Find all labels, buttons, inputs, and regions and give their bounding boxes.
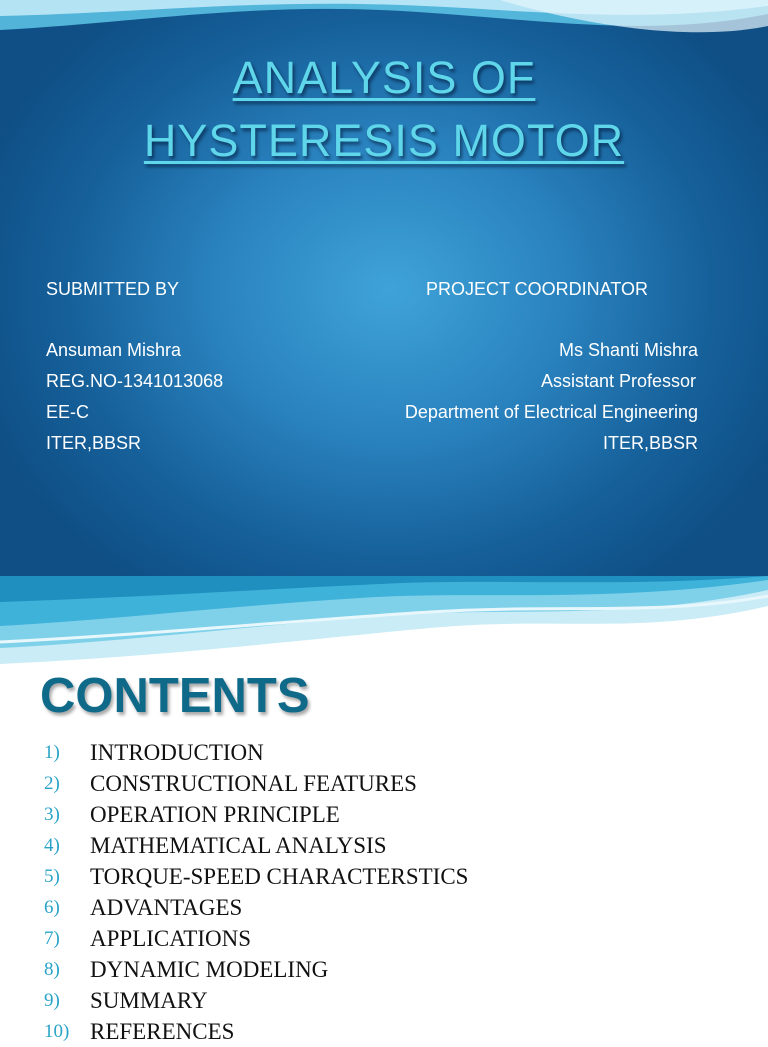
project-coordinator-label: PROJECT COORDINATOR bbox=[426, 279, 649, 299]
list-item-text: APPLICATIONS bbox=[90, 926, 252, 951]
contents-slide bbox=[0, 576, 768, 1044]
list-item-number: 1) bbox=[44, 742, 60, 763]
slide-title-line-2: HYSTERESIS MOTOR bbox=[143, 115, 625, 166]
list-item-text: DYNAMIC MODELING bbox=[90, 957, 329, 982]
student-branch: EE-C bbox=[46, 402, 90, 422]
list-item-number: 7) bbox=[44, 928, 60, 949]
list-item-text: TORQUE-SPEED CHARACTERSTICS bbox=[90, 864, 469, 889]
student-reg-no: REG.NO-1341013068 bbox=[46, 371, 224, 391]
list-item-number: 6) bbox=[44, 897, 60, 918]
coordinator-designation: Assistant Professor bbox=[540, 371, 696, 391]
student-institute: ITER,BBSR bbox=[46, 433, 142, 453]
student-name: Ansuman Mishra bbox=[46, 340, 182, 360]
list-item-number: 3) bbox=[44, 804, 60, 825]
list-item-text: REFERENCES bbox=[90, 1019, 235, 1044]
coordinator-department: Department of Electrical Engineering bbox=[404, 402, 698, 422]
list-item-number: 5) bbox=[44, 866, 60, 887]
contents-title: CONTENTS bbox=[40, 669, 310, 723]
coordinator-name: Ms Shanti Mishra bbox=[558, 340, 698, 360]
list-item-number: 2) bbox=[44, 773, 60, 794]
list-item-text: INTRODUCTION bbox=[90, 740, 264, 765]
list-item-number: 8) bbox=[44, 959, 60, 980]
list-item-text: ADVANTAGES bbox=[90, 895, 243, 920]
coordinator-institute: ITER,BBSR bbox=[602, 433, 698, 453]
list-item-text: SUMMARY bbox=[90, 988, 208, 1013]
list-item-text: OPERATION PRINCIPLE bbox=[90, 802, 340, 827]
submitted-by-label: SUBMITTED BY bbox=[46, 279, 180, 299]
list-item-text: MATHEMATICAL ANALYSIS bbox=[90, 833, 387, 858]
list-item-number: 4) bbox=[44, 835, 60, 856]
list-item-number: 10) bbox=[44, 1021, 70, 1042]
contents-wave-decoration bbox=[0, 576, 768, 676]
list-item-text: CONSTRUCTIONAL FEATURES bbox=[90, 771, 417, 796]
list-item-number: 9) bbox=[44, 990, 60, 1011]
slide-title-line-1: ANALYSIS OF bbox=[232, 52, 536, 103]
